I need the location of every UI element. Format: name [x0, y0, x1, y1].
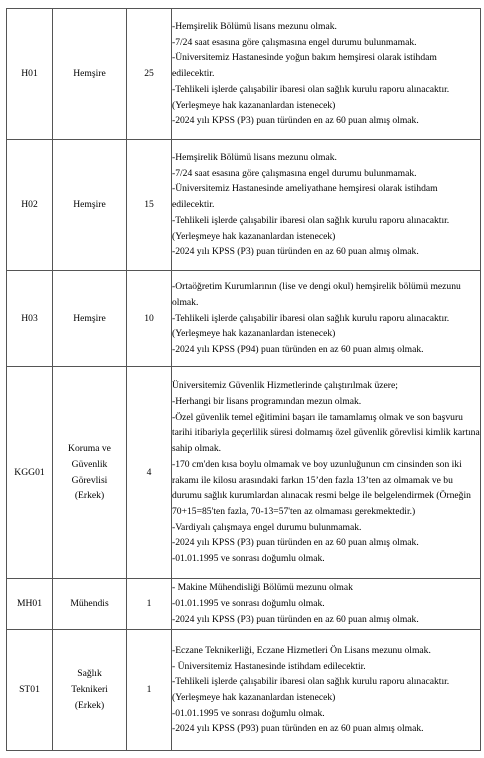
requirement-item: (Yerleşmeye hak kazananlardan istenecek) [172, 328, 336, 340]
position-code: MH01 [7, 579, 53, 630]
position-title-line: Hemşire [73, 68, 106, 80]
requirement-item: -Ortaöğretim Kurumlarının (lise ve dengi okul) hemşirelik bölümü mezunu olmak. [172, 281, 461, 308]
position-title-line: Koruma ve [68, 443, 111, 455]
requirement-item: -Üniversitemiz Hastanesinde yoğun bakım hemşiresi olarak istihdam edilecektir. [172, 52, 437, 80]
position-code: H03 [7, 271, 53, 367]
table-row [7, 579, 481, 630]
requirement-item: -Hemşirelik Bölümü lisans mezunu olmak. [172, 152, 337, 164]
requirement-item: -7/24 saat esasına göre çalışmasına engel durumu bulunmamak. [172, 167, 417, 179]
position-code: ST01 [7, 630, 53, 751]
requirement-item: -7/24 saat esasına göre çalışmasına engel durumu bulunmamak. [172, 36, 417, 48]
requirement-item: (Yerleşmeye hak kazananlardan istenecek) [172, 99, 336, 111]
position-title-line: (Erkek) [74, 699, 105, 711]
position-title-line: Güvenlik [71, 458, 108, 470]
position-title [53, 9, 127, 140]
requirement-item: -170 cm'den kısa boylu olmamak ve boy uzunluğunun cm cinsinden son iki rakamı ile kilosu arasındaki farkın 15’den fazla 13’ten az olmamak ve bu durumu sağlık kurumlardan alınacak resmi belge ile belgelendirmek (Örneğin 70+15=85'ten fazla, 70-13=57'ten az olmaması gerekmektedir.) [172, 458, 471, 517]
table-row [7, 271, 481, 367]
positions-table-body [7, 9, 481, 751]
requirement-item: -Tehlikeli işlerde çalışabilir ibaresi olan sağlık kurulu raporu alınacaktır. [172, 214, 450, 226]
position-title [53, 630, 127, 751]
position-requirements [172, 630, 481, 751]
requirement-item: -Hemşirelik Bölümü lisans mezunu olmak. [172, 21, 337, 33]
position-requirements [172, 140, 481, 271]
requirement-item: -2024 yılı KPSS (P94) puan türünden en az 60 puan almış olmak. [172, 344, 424, 356]
requirement-item: -Tehlikeli işlerde çalışabilir ibaresi olan sağlık kurulu raporu alınacaktır. [172, 312, 450, 324]
requirement-item: -Üniversitemiz Hastanesinde ameliyathane hemşiresi olarak istihdam edilecektir. [172, 183, 438, 211]
position-requirements [172, 271, 481, 367]
position-title [53, 579, 127, 630]
position-count: 1 [127, 630, 172, 751]
requirement-item: - Makine Mühendisliği Bölümü mezunu olmak [172, 582, 353, 594]
table-row [7, 630, 481, 751]
position-title [53, 140, 127, 271]
position-title-line: Hemşire [73, 199, 106, 211]
requirement-item: -Vardiyalı çalışmaya engel durumu bulunmamak. [172, 521, 362, 533]
table-row [7, 140, 481, 271]
position-code: KGG01 [7, 367, 53, 579]
position-title-line: Mühendis [70, 598, 109, 610]
position-requirements [172, 9, 481, 140]
requirement-item: (Yerleşmeye hak kazananlardan istenecek) [172, 692, 336, 703]
position-requirements [172, 367, 481, 579]
requirement-item: -Herhangi bir lisans programından mezun olmak. [172, 395, 362, 407]
position-title-line: Sağlık [77, 668, 102, 680]
requirement-item: - Üniversitemiz Hastanesinde istihdam edilecektir. [172, 660, 366, 672]
requirement-item: -2024 yılı KPSS (P3) puan türünden en az 60 puan almış olmak. [172, 613, 419, 625]
position-title-line: Teknikeri [71, 684, 108, 696]
position-title [53, 367, 127, 579]
requirement-item: -01.01.1995 ve sonrası doğumlu olmak. [172, 553, 325, 565]
table-row [7, 367, 481, 579]
requirement-item: -2024 yılı KPSS (P3) puan türünden en az 60 puan almış olmak. [172, 246, 419, 258]
requirement-item: -Eczane Teknikerliği, Eczane Hizmetleri Ön Lisans mezunu olmak. [172, 644, 431, 656]
requirement-item: -Tehlikeli işlerde çalışabilir ibaresi olan sağlık kurulu raporu alınacaktır. [172, 83, 450, 95]
position-count: 15 [127, 140, 172, 271]
table-row [7, 9, 481, 140]
position-count: 4 [127, 367, 172, 579]
positions-table [6, 8, 481, 751]
position-count: 10 [127, 271, 172, 367]
requirement-item: -Özel güvenlik temel eğitimini başarı ile tamamlamış olmak ve son başvuru tarihi itibariyla geçerlilik süresi dolmamış özel güvenlik görevlisi kimlik kartına sahip olmak. [172, 411, 480, 455]
position-title-line: (Erkek) [74, 490, 105, 502]
position-code: H01 [7, 9, 53, 140]
requirement-item: -2024 yılı KPSS (P3) puan türünden en az 60 puan almış olmak. [172, 537, 419, 549]
position-code: H02 [7, 140, 53, 271]
position-count: 1 [127, 579, 172, 630]
position-title-line: Görevlisi [71, 474, 108, 486]
requirement-item: -01.01.1995 ve sonrası doğumlu olmak. [172, 598, 325, 610]
requirement-item: (Yerleşmeye hak kazananlardan istenecek) [172, 230, 336, 242]
requirement-item: -2024 yılı KPSS (P3) puan türünden en az 60 puan almış olmak. [172, 115, 419, 127]
requirement-item: -01.01.1995 ve sonrası doğumlu olmak. [172, 707, 325, 719]
position-count: 25 [127, 9, 172, 140]
position-requirements [172, 579, 481, 630]
requirement-item: -Tehlikeli işlerde çalışabilir ibaresi olan sağlık kurulu raporu alınacaktır. [172, 676, 450, 688]
position-title [53, 271, 127, 367]
requirement-item: Üniversitemiz Güvenlik Hizmetlerinde çalıştırılmak üzere; [172, 380, 398, 392]
requirement-item: -2024 yılı KPSS (P93) puan türünden en az 60 puan almış olmak. [172, 723, 424, 735]
position-title-line: Hemşire [73, 312, 106, 324]
